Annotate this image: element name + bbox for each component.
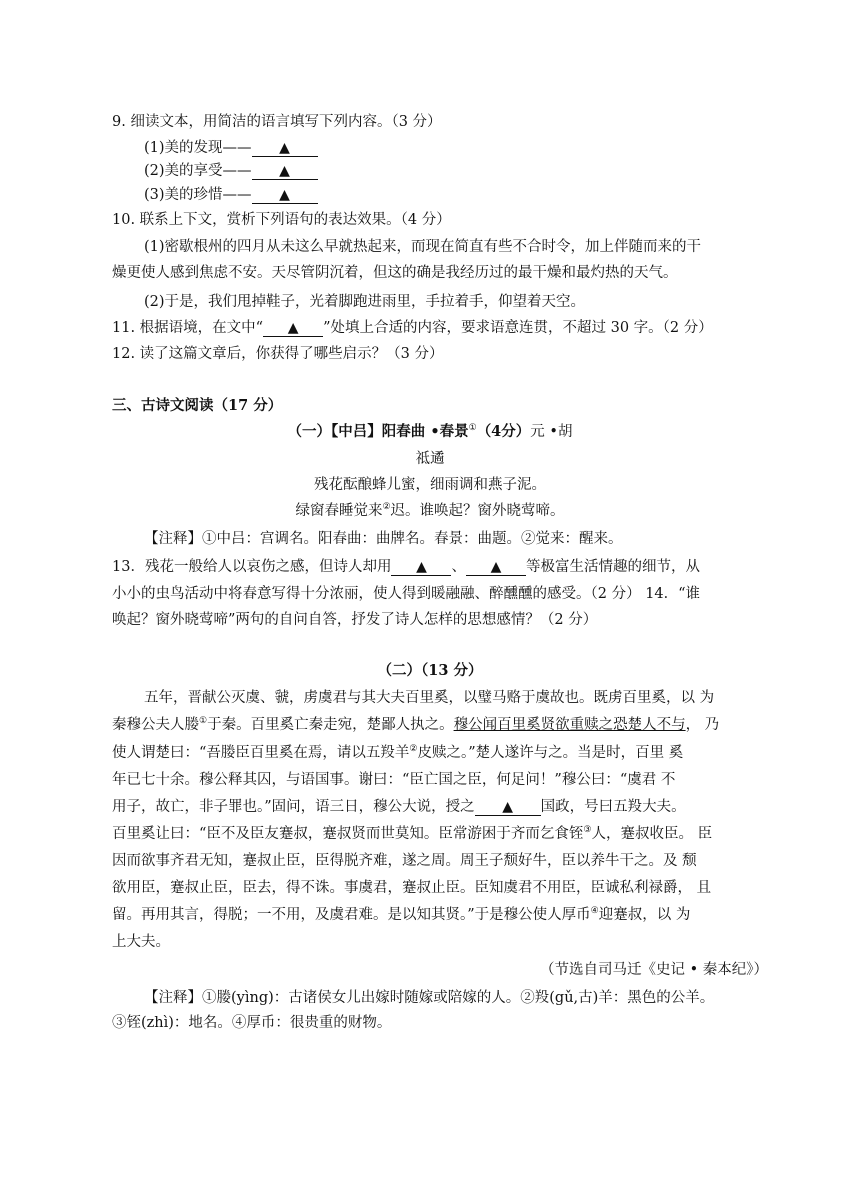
passage-text: 于秦。百里奚亡秦走宛，楚鄙人执之。 bbox=[207, 717, 454, 733]
passage-source: （节选自司马迁《史记 • 秦本纪》） bbox=[539, 962, 768, 978]
q10-stem: 10. 联系上下文，赏析下列语句的表达效果。（4 分） bbox=[112, 212, 451, 228]
passage-text: 皮赎之。”楚人遂许与之。当是时，百里 奚 bbox=[417, 745, 684, 761]
passage-text: 人，蹇叔收臣。 臣 bbox=[591, 826, 713, 842]
passage-text: 使人谓楚曰：“吾媵臣百里奚在焉，请以五羖羊 bbox=[112, 745, 410, 761]
poem-title-score: （4分） bbox=[476, 423, 531, 440]
q9-item-2-label: (2)美的享受—— bbox=[144, 163, 252, 179]
q10-sentence-1-line-1: (1)密歇根州的四月从未这么早就热起来，而现在简直有些不合时令，加上伴随而来的干 bbox=[144, 239, 702, 255]
section-3-heading: 三、古诗文阅读（17 分） bbox=[112, 397, 283, 414]
poem-author: 祗遹 bbox=[415, 451, 445, 467]
part-2-heading: （二）（13 分） bbox=[377, 662, 483, 679]
q10-sentence-1-line-2: 燥更使人感到焦虑不安。天尽管阴沉着，但这的确是我经历过的最干燥和最灼热的天气。 bbox=[112, 265, 678, 281]
q13-pre: 13．残花一般给人以哀伤之感，但诗人却用 bbox=[112, 559, 392, 575]
passage-line-3 bbox=[112, 743, 683, 763]
q9-item-3-label: (3)美的珍惜—— bbox=[144, 187, 252, 203]
q9-item-2 bbox=[144, 161, 318, 181]
poem-line-1: 残花酝酿蜂儿蜜，细雨调和燕子泥。 bbox=[314, 477, 546, 493]
q14-line: 唤起？窗外晓莺啼”两句的自问自答，抒发了诗人怎样的思想感情？（2 分） bbox=[112, 612, 598, 628]
passage-text: 留。再用其言，得脱；一不用，及虞君难。是以知其贤。”于是穆公使人厚币 bbox=[112, 907, 591, 923]
triangle-icon: ▲ bbox=[490, 559, 502, 575]
poem-annotation: 【注释】①中吕：宫调名。阳春曲：曲牌名。春景：曲题。②觉来：醒来。 bbox=[144, 531, 623, 547]
answer-blank bbox=[391, 559, 451, 576]
passage-line-6 bbox=[112, 824, 712, 844]
q12: 12. 读了这篇文章后，你获得了哪些启示？（3 分） bbox=[112, 346, 444, 362]
passage-text: 迎蹇叔，以 为 bbox=[598, 907, 691, 923]
answer-blank bbox=[263, 320, 323, 337]
poem-title-main: （一）【中吕】阳春曲 •春景 bbox=[287, 423, 469, 440]
q10-sentence-2: (2)于是，我们甩掉鞋子，光着脚跑进雨里，手拉着手，仰望着天空。 bbox=[144, 294, 586, 310]
poem-dynasty: 元 •胡 bbox=[530, 424, 573, 440]
q9-stem: 9. 细读文本，用简洁的语言填写下列内容。（3 分） bbox=[112, 114, 442, 130]
poem-line-2b: 迟。谁唤起？窗外晓莺啼。 bbox=[390, 503, 565, 519]
passage-line-7: 因而欲事齐君无知，蹇叔止臣，臣得脱齐难，遂之周。周王子颓好牛，臣以养牛干之。及 颓 bbox=[112, 853, 697, 869]
passage-line-5 bbox=[112, 797, 686, 817]
passage-line-9 bbox=[112, 905, 690, 925]
note-marker: ① bbox=[199, 716, 208, 726]
q13-post: 等极富生活情趣的细节，从 bbox=[525, 559, 700, 575]
triangle-icon: ▲ bbox=[416, 559, 427, 575]
q13-line-2: 小小的虫鸟活动中将春意写得十分浓丽，使人得到暖融融、醉醺醺的感受。（2 分） 14．“谁 bbox=[112, 586, 701, 602]
answer-blank bbox=[252, 140, 318, 157]
passage-annotation-1: 【注释】①媵(yìng)：古诸侯女儿出嫁时随嫁或陪嫁的人。②羖(gǔ,古)羊：黑色的公羊。 bbox=[144, 990, 715, 1006]
triangle-icon: ▲ bbox=[279, 163, 290, 179]
note-marker: ② bbox=[382, 502, 391, 512]
note-marker: ④ bbox=[590, 906, 599, 916]
q11-pre: 11. 根据语境，在文中“ bbox=[112, 320, 264, 336]
q13-line-1 bbox=[112, 557, 700, 577]
triangle-icon: ▲ bbox=[287, 320, 299, 336]
passage-line-8: 欲用臣，蹇叔止臣，臣去，得不诛。事虞君，蹇叔止臣。臣知虞君不用臣，臣诚私利禄爵， 且 bbox=[112, 880, 712, 896]
passage-text: 秦穆公夫人媵 bbox=[112, 717, 199, 733]
q9-item-3 bbox=[144, 185, 318, 205]
note-marker: ③ bbox=[583, 825, 592, 835]
passage-line-2 bbox=[112, 715, 719, 735]
triangle-icon: ▲ bbox=[502, 799, 514, 815]
answer-blank bbox=[466, 559, 526, 576]
triangle-icon: ▲ bbox=[279, 187, 290, 203]
note-marker: ② bbox=[409, 744, 418, 754]
answer-blank bbox=[252, 163, 318, 180]
q11-post: ”处填上合适的内容，要求语意连贯，不超过 30 字。（2 分） bbox=[323, 320, 713, 336]
passage-line-4: 年已七十余。穆公释其囚，与语国事。谢曰：“臣亡国之臣，何足问！”穆公曰：“虞君 不 bbox=[112, 772, 676, 788]
passage-text: 国政，号曰五羖大夫。 bbox=[540, 799, 686, 815]
passage-text: ， 乃 bbox=[685, 717, 720, 733]
triangle-icon: ▲ bbox=[279, 140, 290, 156]
q9-item-1 bbox=[144, 138, 318, 158]
answer-blank bbox=[252, 187, 318, 204]
q11 bbox=[112, 318, 713, 338]
passage-annotation-2: ③铚(zhì)：地名。④厚币：很贵重的财物。 bbox=[112, 1015, 392, 1031]
passage-text: 用子，故亡，非子罪也。”固问，语三日，穆公大说，授之 bbox=[112, 799, 475, 815]
answer-blank bbox=[475, 799, 541, 816]
q9-item-1-label: (1)美的发现—— bbox=[144, 140, 252, 156]
passage-line-1: 五年，晋献公灭虞、虢，虏虞君与其大夫百里奚，以璧马赂于虞故也。既虏百里奚，以 为 bbox=[144, 690, 715, 706]
passage-text: 百里奚让曰：“臣不及臣友蹇叔，蹇叔贤而世莫知。臣常游困于齐而乞食铚 bbox=[112, 826, 584, 842]
underlined-sentence: 穆公闻百里奚贤欲重赎之恐楚人不与 bbox=[453, 717, 686, 733]
poem-title bbox=[0, 422, 860, 442]
poem-line-2a: 绿窗春睡觉来 bbox=[295, 503, 383, 519]
q13-mid: 、 bbox=[451, 559, 466, 575]
poem-line-2 bbox=[0, 501, 860, 521]
note-marker: ① bbox=[468, 423, 477, 433]
passage-line-10: 上大夫。 bbox=[112, 934, 170, 950]
